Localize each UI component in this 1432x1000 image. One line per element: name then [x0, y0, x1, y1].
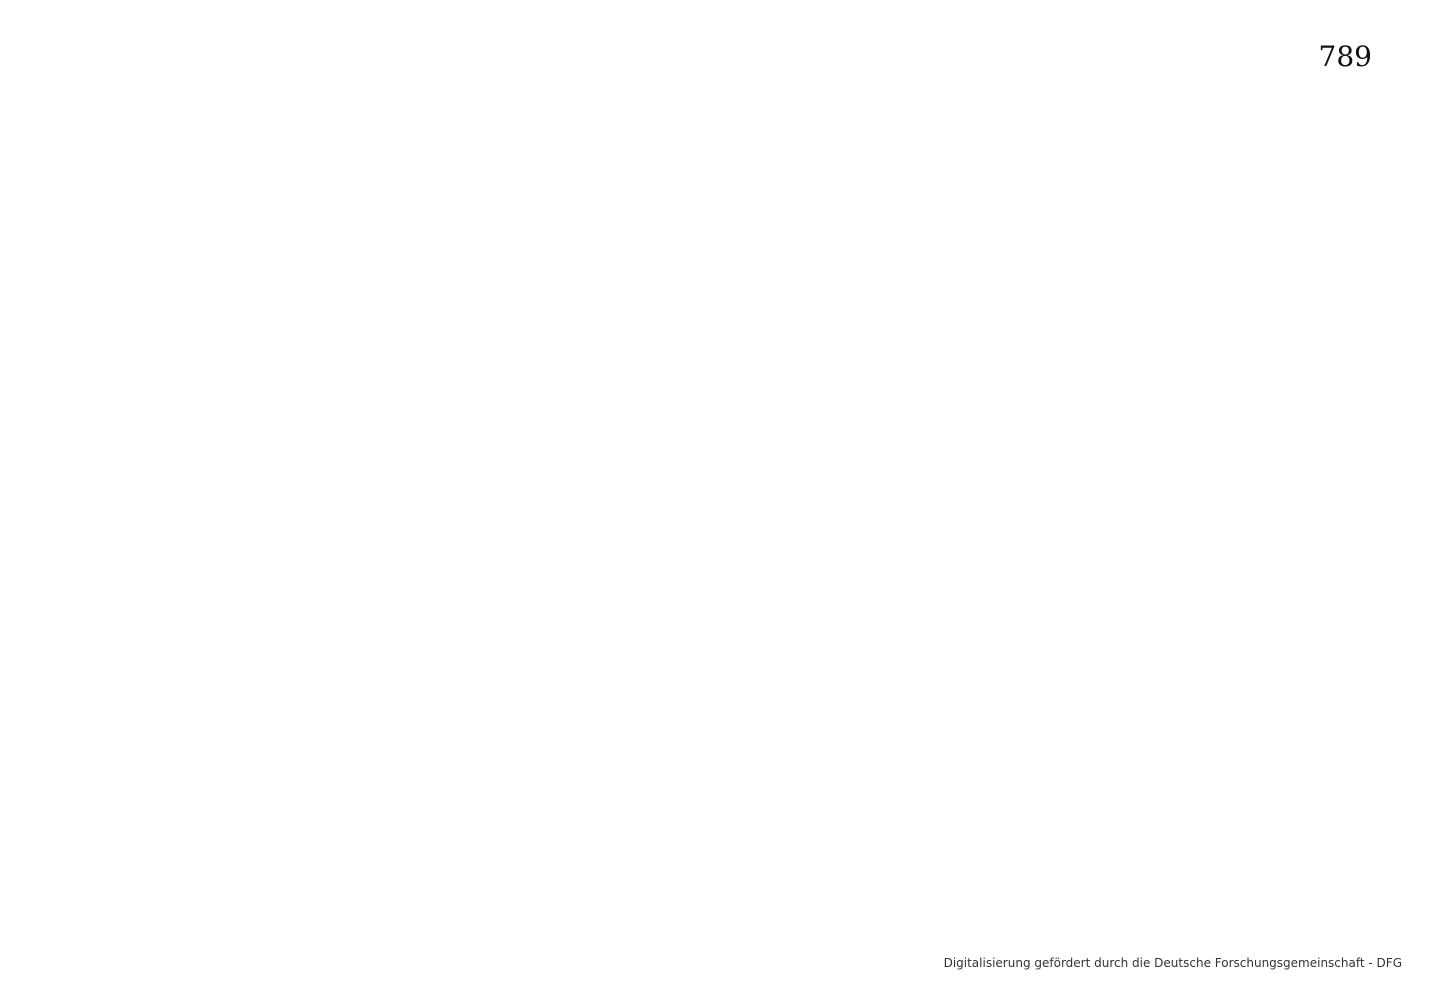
page-number: 789: [1318, 40, 1372, 73]
dfg-footer: Digitalisierung gefördert durch die Deutsche Forschungsgemeinschaft - DFG: [943, 956, 1402, 970]
